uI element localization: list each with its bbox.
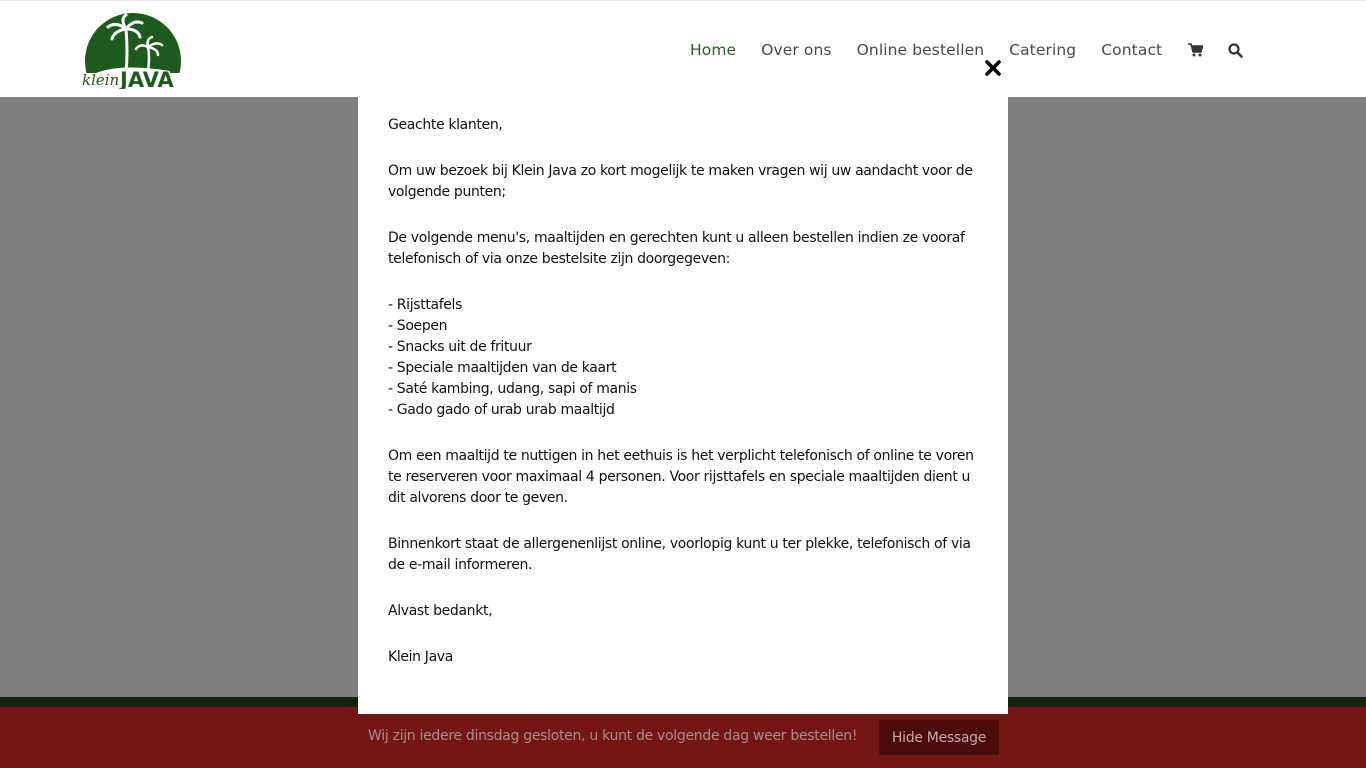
- modal-intro: Om uw bezoek bij Klein Java zo kort mogelijk te maken vragen wij uw aandacht voor de volgende punten;: [388, 163, 973, 200]
- list-item: - Rijsttafels: [388, 297, 463, 313]
- modal-reservation-text: Om een maaltijd te nuttigen in het eethuis is het verplicht telefonisch of online te voren te reserveren voor maximaal 4 personen. Voor rijsttafels en speciale maaltijden dient u dit alvorens door te geven.: [388, 448, 974, 506]
- modal-preorder-text: De volgende menu's, maaltijden en gerechten kunt u alleen bestellen indien ze vooraf telefonisch of via onze bestelsite zijn doorgegeven:: [388, 230, 965, 267]
- svg-text:klein: klein: [82, 71, 120, 89]
- cart-icon[interactable]: [1187, 42, 1203, 58]
- logo[interactable]: [82, 11, 184, 89]
- info-modal: [358, 60, 1008, 714]
- list-item: - Gado gado of urab urab maaltijd: [388, 402, 615, 418]
- nav-home[interactable]: Home: [690, 41, 737, 59]
- list-item: - Soepen: [388, 318, 448, 334]
- search-icon[interactable]: [1227, 42, 1243, 58]
- logo-icon: [82, 11, 184, 89]
- list-item: - Saté kambing, udang, sapi of manis: [388, 381, 637, 397]
- nav-catering[interactable]: Catering: [1009, 41, 1077, 59]
- modal-greeting: Geachte klanten,: [388, 117, 503, 133]
- main-nav: [690, 37, 1267, 63]
- close-icon[interactable]: [984, 59, 1002, 77]
- modal-signature: Klein Java: [388, 649, 453, 665]
- preorder-list: [388, 295, 978, 421]
- nav-over-ons[interactable]: Over ons: [761, 41, 832, 59]
- modal-allergen-text: Binnenkort staat de allergenenlijst online, voorlopig kunt u ter plekke, telefonisch of via de e-mail informeren.: [388, 536, 971, 573]
- notice-bar: [0, 707, 1366, 768]
- nav-online-bestellen[interactable]: Online bestellen: [856, 41, 985, 59]
- notice-text: Wij zijn iedere dinsdag gesloten, u kunt de volgende dag weer bestellen!: [368, 728, 858, 744]
- modal-closing: Alvast bedankt,: [388, 603, 493, 619]
- list-item: - Snacks uit de frituur: [388, 339, 532, 355]
- nav-contact[interactable]: Contact: [1101, 41, 1163, 59]
- svg-text:JAVA: JAVA: [120, 68, 174, 89]
- list-item: - Speciale maaltijden van de kaart: [388, 360, 617, 376]
- site-header: [0, 0, 1366, 97]
- hide-message-button[interactable]: Hide Message: [879, 720, 999, 755]
